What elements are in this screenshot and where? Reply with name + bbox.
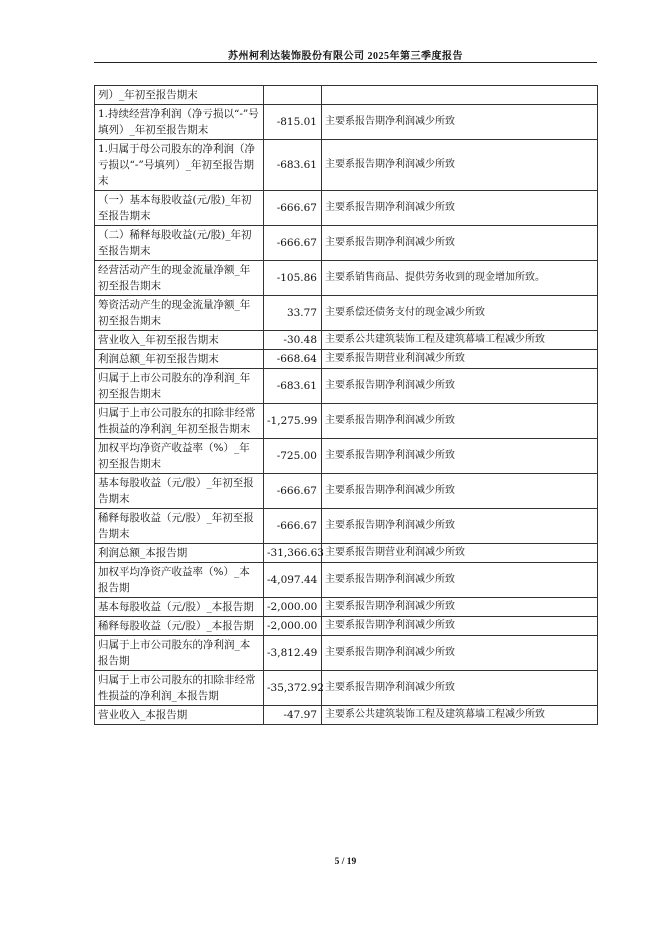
report-header: 苏州柯利达装饰股份有限公司 2025年第三季度报告	[228, 51, 463, 62]
amount-cell: -666.67	[264, 509, 322, 544]
item-cell: 归属于上市公司股东的净利润_年初至报告期末	[95, 369, 264, 404]
amount-cell: -105.86	[264, 261, 322, 296]
reason-cell: 主要系公共建筑装饰工程及建筑幕墙工程减少所致	[322, 706, 598, 725]
reason-cell: 主要系报告期净利润减少所致	[322, 636, 598, 671]
item-cell: 经营活动产生的现金流量净额_年初至报告期末	[95, 261, 264, 296]
table-row	[95, 636, 598, 671]
item-cell: 1.持续经营净利润（净亏损以“-”号填列）_年初至报告期末	[95, 105, 264, 140]
item-cell: 营业收入_年初至报告期末	[95, 331, 264, 350]
amount-cell: -2,000.00	[264, 598, 322, 617]
reason-cell: 主要系报告期净利润减少所致	[322, 369, 598, 404]
amount-cell: -2,000.00	[264, 617, 322, 636]
amount-cell: -815.01	[264, 105, 322, 140]
amount-cell: -666.67	[264, 191, 322, 226]
reason-cell: 主要系报告期净利润减少所致	[322, 671, 598, 706]
item-cell: 营业收入_本报告期	[95, 706, 264, 725]
table-row	[95, 369, 598, 404]
amount-cell: -666.67	[264, 226, 322, 261]
table-row	[95, 474, 598, 509]
item-cell: 稀释每股收益（元/股）_年初至报告期末	[95, 509, 264, 544]
amount-cell: -4,097.44	[264, 563, 322, 598]
item-cell: 1.归属于母公司股东的净利润（净亏损以“-”号填列）_年初至报告期末	[95, 140, 264, 191]
table-row	[95, 439, 598, 474]
amount-cell: -683.61	[264, 140, 322, 191]
amount-cell: -35,372.92	[264, 671, 322, 706]
item-cell: 基本每股收益（元/股）_年初至报告期末	[95, 474, 264, 509]
reason-cell: 主要系报告期净利润减少所致	[322, 439, 598, 474]
reason-cell: 主要系报告期净利润减少所致	[322, 509, 598, 544]
item-cell: 加权平均净资产收益率（%）_本报告期	[95, 563, 264, 598]
item-cell: 稀释每股收益（元/股）_本报告期	[95, 617, 264, 636]
reason-cell: 主要系报告期净利润减少所致	[322, 226, 598, 261]
table-row	[95, 191, 598, 226]
item-cell: 归属于上市公司股东的净利润_本报告期	[95, 636, 264, 671]
amount-cell: -31,366.63	[264, 544, 322, 563]
table-row	[95, 350, 598, 369]
table-row	[95, 544, 598, 563]
reason-cell: 主要系销售商品、提供劳务收到的现金增加所致。	[322, 261, 598, 296]
table-row	[95, 140, 598, 191]
item-cell: （一）基本每股收益(元/股)_年初至报告期末	[95, 191, 264, 226]
amount-cell: -725.00	[264, 439, 322, 474]
table-row	[95, 563, 598, 598]
amount-cell: -30.48	[264, 331, 322, 350]
table-row	[95, 261, 598, 296]
amount-cell: -1,275.99	[264, 404, 322, 439]
amount-cell: -683.61	[264, 369, 322, 404]
amount-cell: -668.64	[264, 350, 322, 369]
amount-cell: -47.97	[264, 706, 322, 725]
page-number: 5 / 19	[334, 857, 357, 867]
reason-cell: 主要系报告期净利润减少所致	[322, 598, 598, 617]
table-row	[95, 226, 598, 261]
reason-cell: 主要系报告期营业利润减少所致	[322, 350, 598, 369]
reason-cell: 主要系报告期净利润减少所致	[322, 140, 598, 191]
amount-cell: -666.67	[264, 474, 322, 509]
reason-cell: 主要系公共建筑装饰工程及建筑幕墙工程减少所致	[322, 331, 598, 350]
reason-cell: 主要系偿还债务支付的现金减少所致	[322, 296, 598, 331]
item-cell: 列）_年初至报告期末	[95, 86, 264, 105]
table-row	[95, 296, 598, 331]
table-row	[95, 105, 598, 140]
changes-table	[94, 85, 598, 725]
item-cell: 归属于上市公司股东的扣除非经常性损益的净利润_本报告期	[95, 671, 264, 706]
table-row	[95, 331, 598, 350]
reason-cell: 主要系报告期净利润减少所致	[322, 563, 598, 598]
table-row	[95, 671, 598, 706]
amount-cell: -3,812.49	[264, 636, 322, 671]
item-cell: 归属于上市公司股东的扣除非经常性损益的净利润_年初至报告期末	[95, 404, 264, 439]
reason-cell: 主要系报告期净利润减少所致	[322, 617, 598, 636]
item-cell: （二）稀释每股收益(元/股)_年初至报告期末	[95, 226, 264, 261]
table-row	[95, 706, 598, 725]
reason-cell: 主要系报告期净利润减少所致	[322, 191, 598, 226]
item-cell: 基本每股收益（元/股）_本报告期	[95, 598, 264, 617]
reason-cell: 主要系报告期净利润减少所致	[322, 474, 598, 509]
item-cell: 利润总额_本报告期	[95, 544, 264, 563]
reason-cell	[322, 86, 598, 105]
reason-cell: 主要系报告期净利润减少所致	[322, 105, 598, 140]
table-row	[95, 404, 598, 439]
table-row	[95, 617, 598, 636]
header-divider	[94, 62, 597, 63]
reason-cell: 主要系报告期净利润减少所致	[322, 404, 598, 439]
item-cell: 筹资活动产生的现金流量净额_年初至报告期末	[95, 296, 264, 331]
reason-cell: 主要系报告期营业利润减少所致	[322, 544, 598, 563]
table-row	[95, 86, 598, 105]
amount-cell: 33.77	[264, 296, 322, 331]
table-row	[95, 509, 598, 544]
table-row	[95, 598, 598, 617]
item-cell: 加权平均净资产收益率（%）_年初至报告期末	[95, 439, 264, 474]
item-cell: 利润总额_年初至报告期末	[95, 350, 264, 369]
amount-cell	[264, 86, 322, 105]
